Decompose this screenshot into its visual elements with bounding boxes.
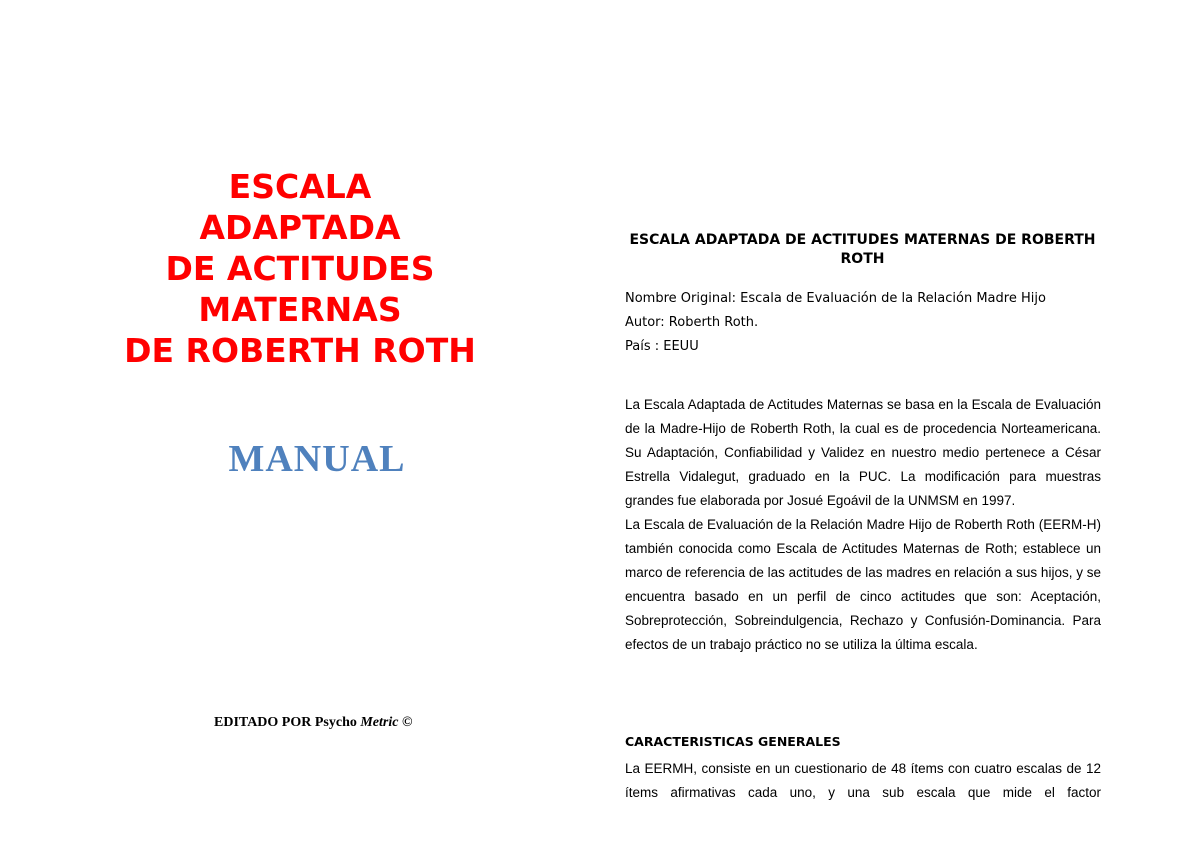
section-text: La EERMH, consiste en un cuestionario de 48 ítems con cuatro escalas de 12 ítems afirmativas cada uno, y una sub escala que mide el factor: [625, 761, 1101, 800]
paragraph: La Escala Adaptada de Actitudes Maternas se basa en la Escala de Evaluación de la Madre-Hijo de Roberth Roth, la cual es de procedencia Norteamericana. Su Adaptación, Confiabilidad y Validez en nuestro medio pertenece a César Estrella Vidalegut, graduado en la PUC. La modificación para muestras grandes fue elaborada por Josué Egoávil de la UNMSM en 1997.: [625, 397, 1101, 508]
document-meta: [625, 287, 1105, 359]
original-name: Nombre Original: Escala de Evaluación de la Relación Madre Hijo: [625, 291, 1046, 306]
cover-title-line: DE ACTITUDES: [165, 249, 435, 288]
cover-title-line: ESCALA: [228, 167, 372, 206]
manual-label: MANUAL: [228, 438, 406, 480]
section-heading: CARACTERISTICAS GENERALES: [625, 734, 841, 749]
country: País : EEUU: [625, 339, 699, 354]
editor-brand: Metric: [360, 715, 399, 730]
paragraph: La Escala de Evaluación de la Relación Madre Hijo de Roberth Roth (EERM-H) también conocida como Escala de Actitudes Maternas de Roth; establece un marco de referencia de las actitudes de las madres en relación a sus hijos, y se encuentra basado en un perfil de cinco actitudes que son: Aceptación, Sobreprotección, Sobreindulgencia, Rechazo y Confusión-Dominancia. Para efectos de un trabajo práctico no se utiliza la última escala.: [625, 517, 1101, 652]
copyright-symbol: ©: [401, 715, 413, 730]
cover-title: [0, 166, 600, 371]
cover-title-line: DE ROBERTH ROTH: [124, 331, 476, 370]
author: Autor: Roberth Roth.: [625, 315, 759, 330]
cover-title-line: ADAPTADA: [199, 208, 401, 247]
cover-title-line: MATERNAS: [198, 290, 402, 329]
editor-credit: [214, 714, 412, 732]
document-body: [625, 393, 1101, 657]
editor-prefix: EDITADO POR Psycho: [214, 715, 357, 730]
document-title: ESCALA ADAPTADA DE ACTITUDES MATERNAS DE ROBERTH ROTH: [629, 232, 1096, 267]
content-page: [600, 0, 1200, 848]
